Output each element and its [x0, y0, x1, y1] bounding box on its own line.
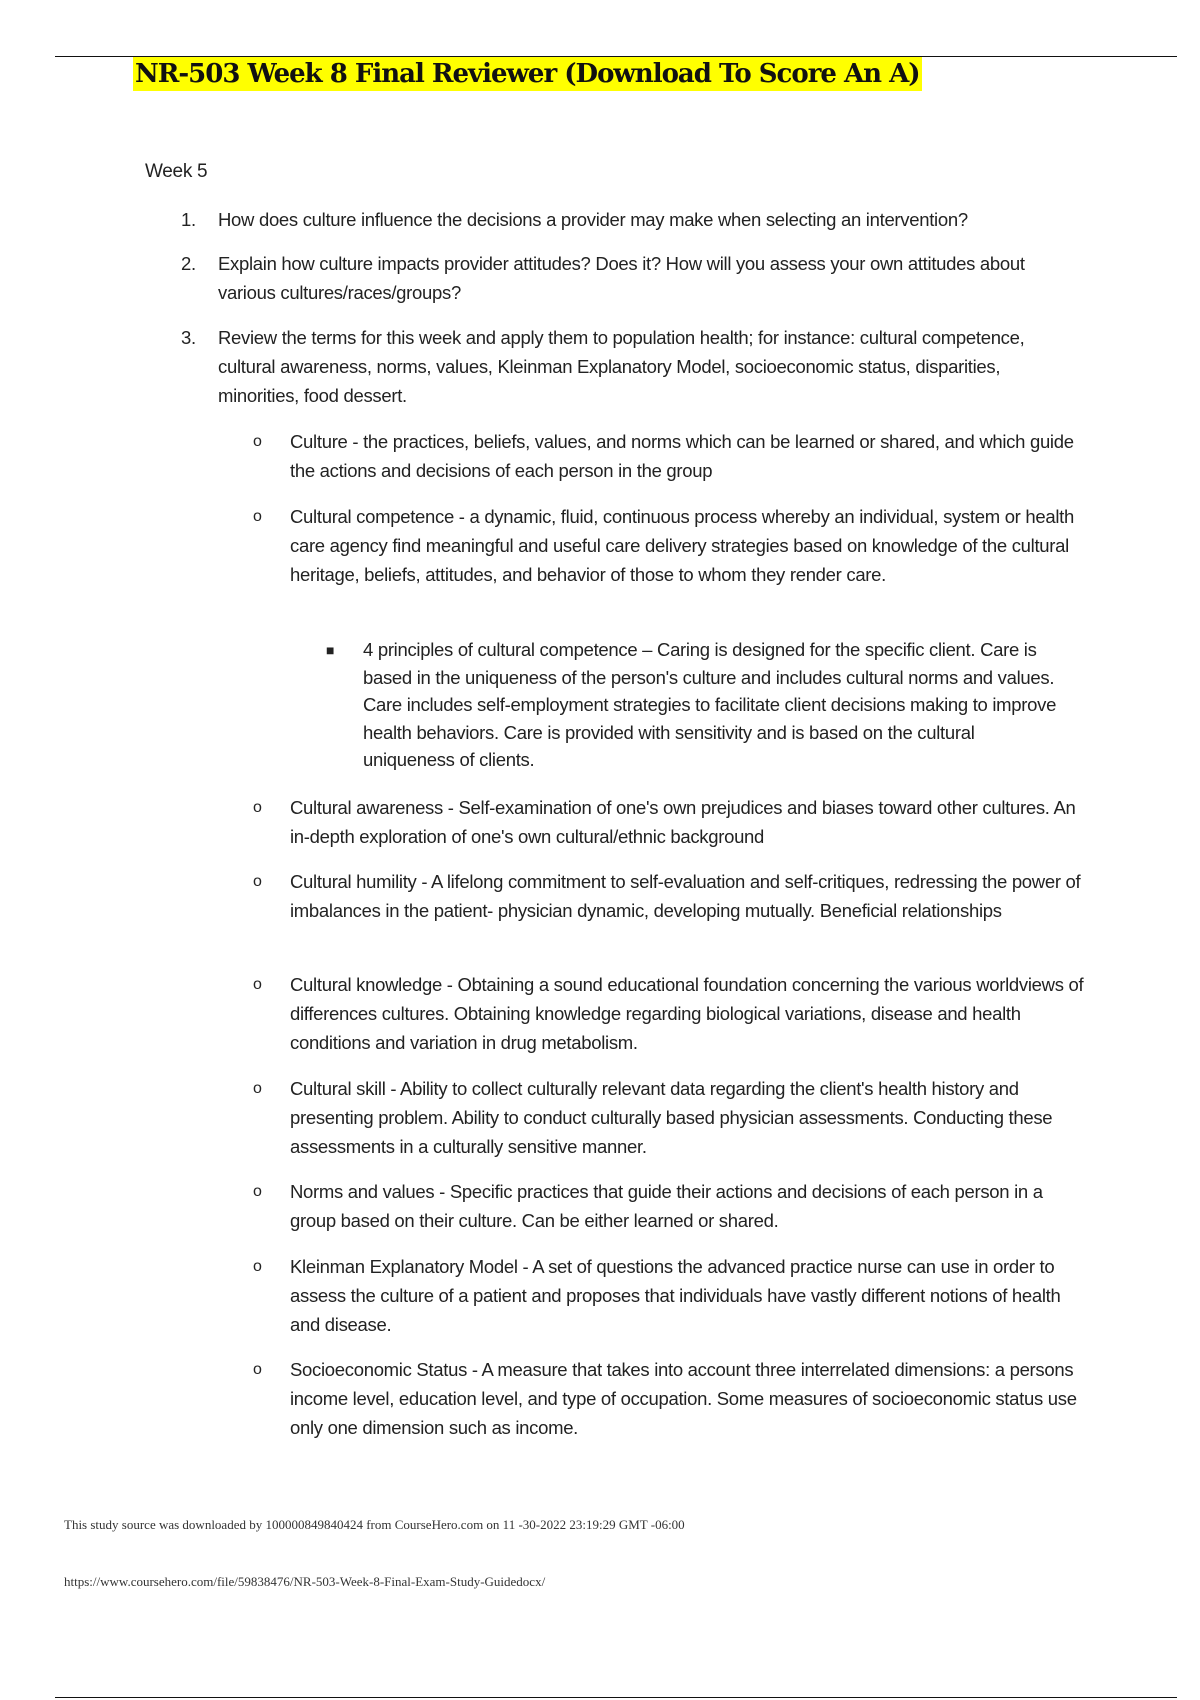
question-number: 3.: [181, 327, 196, 348]
bullet-o-icon: o: [253, 1183, 262, 1200]
square-bullet-icon: ■: [326, 642, 335, 658]
question-text: Explain how culture impacts provider attitudes? Does it? How will you assess your own attitudes about various cultures/races/groups?: [218, 253, 1025, 303]
bullet-o-icon: o: [253, 508, 262, 525]
question-number: 1.: [181, 209, 196, 230]
sub-point-item: [326, 636, 1066, 774]
definition-text: Kleinman Explanatory Model - A set of questions the advanced practice nurse can use in order to assess the culture of a patient and proposes that individuals have vastly different notions of health and disease.: [290, 1256, 1061, 1335]
question-item: [181, 205, 1081, 234]
definition-text: Cultural humility - A lifelong commitment to self-evaluation and self-critiques, redressing the power of imbalances in the patient- physician dynamic, developing mutually. Beneficial relationships: [290, 871, 1081, 921]
definition-item: [253, 867, 1093, 925]
definition-item: [253, 427, 1093, 485]
bullet-o-icon: o: [253, 873, 262, 890]
bullet-o-icon: o: [253, 433, 262, 450]
definition-item: [253, 1177, 1093, 1235]
question-text: How does culture influence the decisions a provider may make when selecting an intervention?: [218, 209, 968, 230]
definition-item: [253, 970, 1093, 1057]
definition-item: [253, 502, 1093, 589]
definition-text: Norms and values - Specific practices that guide their actions and decisions of each person in a group based on their culture. Can be either learned or shared.: [290, 1181, 1043, 1231]
question-item: [181, 323, 1081, 410]
document-title: NR-503 Week 8 Final Reviewer (Download To Score An A): [135, 59, 920, 89]
question-number: 2.: [181, 253, 196, 274]
definition-text: Socioeconomic Status - A measure that takes into account three interrelated dimensions: a persons income level, education level, and type of occupation. Some measures of socioeconomic status use only one dimension such as income.: [290, 1359, 1077, 1438]
definition-text: Cultural awareness - Self-examination of one's own prejudices and biases toward other cultures. An in-depth exploration of one's own cultural/ethnic background: [290, 797, 1076, 847]
week-heading: Week 5: [145, 161, 208, 182]
bullet-o-icon: o: [253, 1258, 262, 1275]
question-item: [181, 249, 1081, 307]
definition-text: Cultural skill - Ability to collect culturally relevant data regarding the client's health history and presenting problem. Ability to conduct culturally based physician assessments. Conducting these assessments in a culturally sensitive manner.: [290, 1078, 1053, 1157]
bullet-o-icon: o: [253, 1361, 262, 1378]
sub-point-text: 4 principles of cultural competence – Caring is designed for the specific client. Care is based in the uniqueness of the person's culture and includes cultural norms and values. Care includes self-employment strategies to facilitate client decisions making to improve health behaviors. Care is provided with sensitivity and is based on the cultural uniqueness of clients.: [363, 639, 1057, 770]
definition-item: [253, 1074, 1093, 1161]
download-notice: This study source was downloaded by 100000849840424 from CourseHero.com on 11 -30-2022 23:19:29 GMT -06:00: [64, 1517, 685, 1532]
definition-item: [253, 793, 1093, 851]
definition-text: Cultural knowledge - Obtaining a sound educational foundation concerning the various worldviews of differences cultures. Obtaining knowledge regarding biological variations, disease and health conditions and variation in drug metabolism.: [290, 974, 1084, 1053]
bullet-o-icon: o: [253, 1080, 262, 1097]
definition-item: [253, 1252, 1093, 1339]
definition-text: Culture - the practices, beliefs, values, and norms which can be learned or shared, and which guide the actions and decisions of each person in the group: [290, 431, 1074, 481]
bullet-o-icon: o: [253, 976, 262, 993]
definition-text: Cultural competence - a dynamic, fluid, continuous process whereby an individual, system or health care agency find meaningful and useful care delivery strategies based on knowledge of the cultural heritage, beliefs, attitudes, and behavior of those to whom they render care.: [290, 506, 1074, 585]
source-url-link[interactable]: https://www.coursehero.com/file/59838476/NR-503-Week-8-Final-Exam-Study-Guidedocx/: [64, 1574, 546, 1589]
question-text: Review the terms for this week and apply them to population health; for instance: cultural competence, cultural awareness, norms, values, Kleinman Explanatory Model, socioeconomic status, disparities, minorities, food dessert.: [218, 327, 1025, 406]
bottom-rule: [55, 1697, 1177, 1698]
bullet-o-icon: o: [253, 799, 262, 816]
definition-item: [253, 1355, 1093, 1442]
